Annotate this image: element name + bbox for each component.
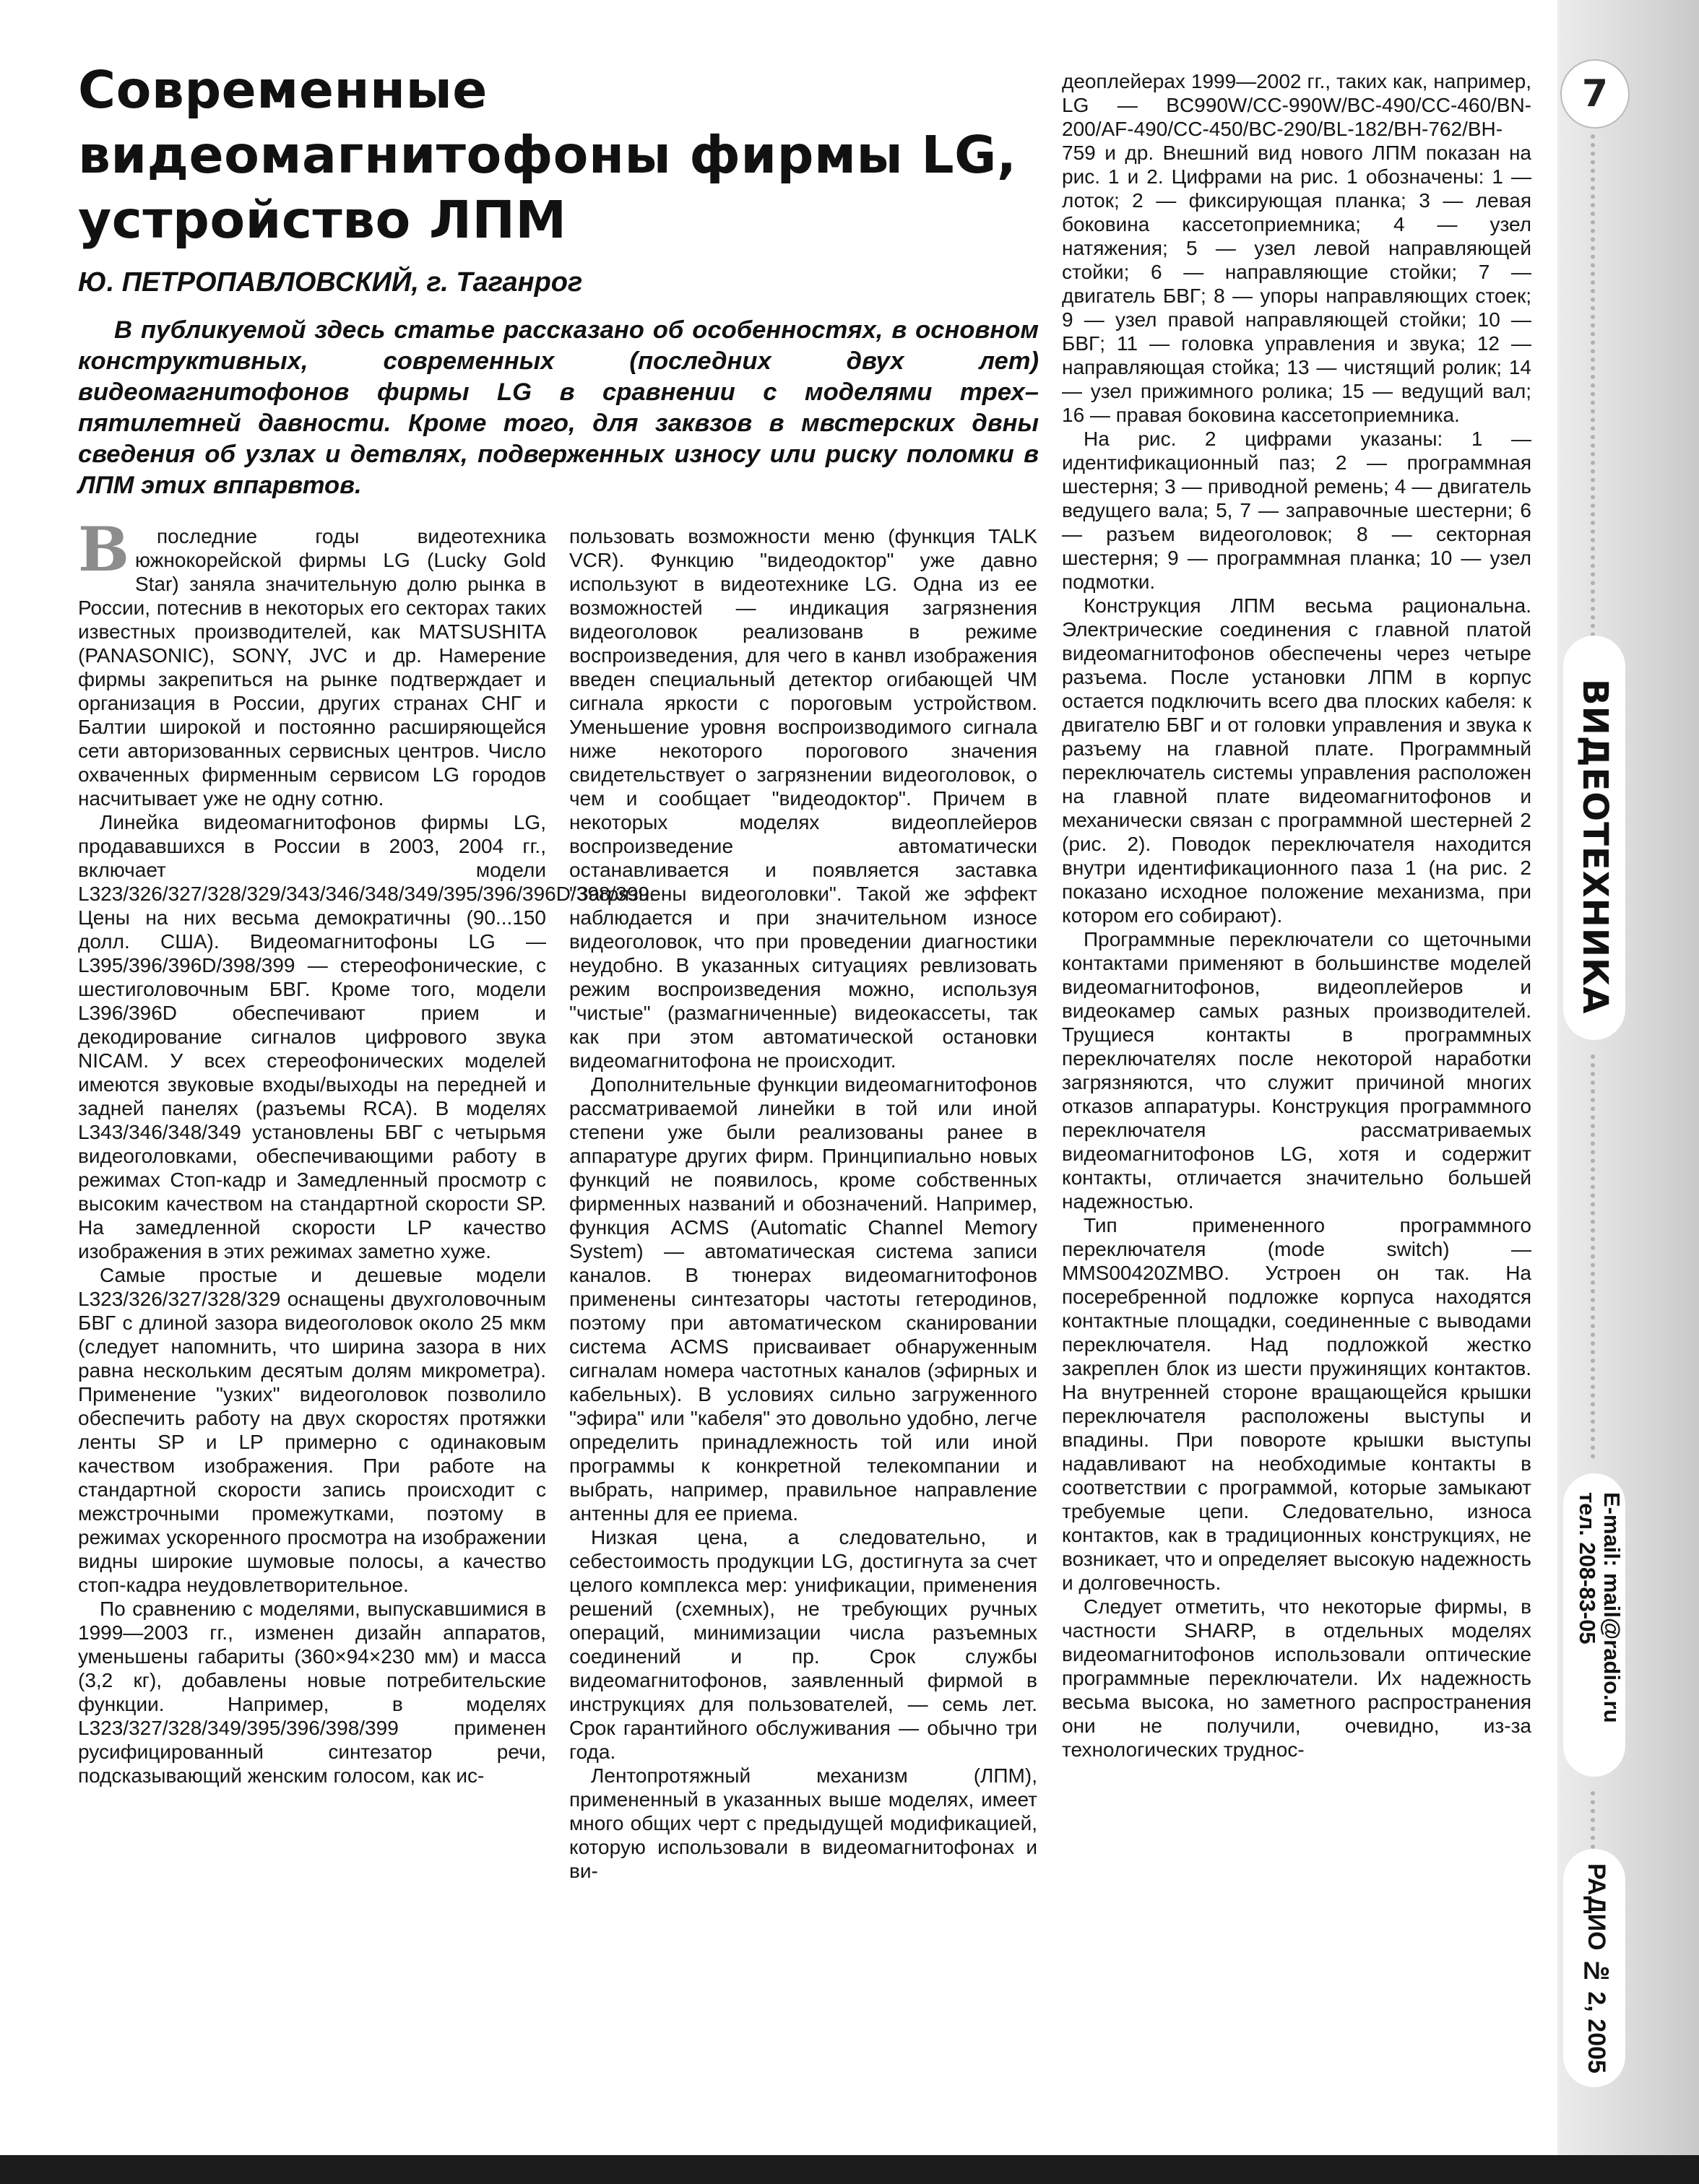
- body-paragraph: Линейка видеомагнитофонов фирмы LG, продававшихся в России в 2003, 2004 гг., включает модели L323/326/327/328/329/343/346/348/349/395/396/396D/398/399. Цены на них весьма демократичны (90...150 долл. США). Видеомагнитофоны LG — L395/396/396D/398/399 — стереофонические, с шестиголовочным БВГ. Кроме того, модели L396/396D обеспечивают прием и декодирование сигналов цифрового звука NICAM. У всех стереофонических моделей имеются звуковые входы/выходы на передней и задней панелях (разъемы RCA). В моделях L343/346/348/349 установлены БВГ с четырьмя видеоголовками, обеспечивающими работу в режимах Стоп-кадр и Замедленный просмотр с высоким качеством на стандартной скорости SP. На замедленной скорости LP качество изображения в этих режимах заметно хуже.: [78, 811, 655, 1262]
- text-column-2: [569, 524, 1037, 2099]
- body-paragraph: Дополнительные функции видеомагнитофонов рассматриваемой линейки в той или иной степени уже были реализованы ранее в аппаратуре других фирм. Принципиально новых функций не появилось, кроме собственных фирменных названий и обозначений. Например, функция ACMS (Automatic Channel Memory System) — автоматическая система записи каналов. В тюнерах видеомагнитофонов применены синтезаторы частоты гетеродинов, поэтому при автоматическом сканировании система ACMS присваивает обнаруженным сигналам номера частотных каналов (эфирных и кабельных). В условиях сильно загруженного "эфира" или "кабеля" это довольно удобно, легче определить принадлежность той или иной программы к конкретной телекомпании и выбрать, например, правильное направление антенны для ее приема.: [569, 1073, 1037, 1525]
- drop-cap: В: [78, 514, 129, 585]
- body-paragraph: По сравнению с моделями, выпускавшимися в 1999—2003 гг., изменен дизайн аппаратов, уменьшены габариты (360×94×230 мм) и масса (3,2 кг), добавлены новые потребительские функции. Например, в моделях L323/327/328/349/395/396/398/399 применен русифицированный синтезатор речи, подсказывающий женским голосом, как ис-: [78, 1598, 546, 1787]
- contact-email: E-mail: mail@radio.ru: [1599, 1492, 1625, 1723]
- body-paragraph: Конструкция ЛПМ весьма рациональна. Электрические соединения с главной платой видеомагнитофонов обеспечены через четыре разъема. После установки ЛПМ в корпус остается подключить всего два плоских кабеля: к двигателю БВГ и от головки управления и звука к разъему на главной плате. Программный переключатель системы управления расположен на главной плате видеомагнитофонов и механически связан с программной шестерней 2 (рис. 2). Поводок переключателя находится внутри идентификационного паза 1 (на рис. 2 показано исходное положение механизма, при котором его собирают).: [1062, 594, 1531, 927]
- article-author: Ю. ПЕТРОПАВЛОВСКИЙ, г. Таганрог: [78, 267, 583, 298]
- dotted-divider: [1591, 134, 1595, 654]
- text-column-1: [78, 514, 655, 2099]
- body-paragraph: Лентопротяжный механизм (ЛПМ), примененный в указанных выше моделях, имеет много общих черт с предыдущей модификацией, которую использовали в видеомагнитофонах и ви-: [569, 1764, 1037, 1882]
- title-line-1: Современные: [78, 60, 488, 120]
- body-paragraph: деоплейерах 1999—2002 гг., таких как, например, LG — BC990W/CC-990W/BC-490/CC-460/BN-200/AF-490/CC-450/BC-290/BL-182/BH-762/BH-759 и др. Внешний вид нового ЛПМ показан на рис. 1 и 2. Цифрами на рис. 1 обозначены: 1 — лоток; 2 — фиксирующая планка; 3 — левая боковина кассетоприемника; 4 — узел натяжения; 5 — узел левой направляющей стойки; 6 — направляющие стойки; 7 — двигатель БВГ; 8 — упоры направляющих стоек; 9 — узел правой направляющей стойки; 10 — БВГ; 11 — головка управления и звука; 12 — направляющая стойка; 13 — чистящий ролик; 14 — узел прижимного ролика; 15 — ведущий вал; 16 — правая боковина кассетоприемника.: [1062, 70, 1531, 426]
- body-paragraph: пользовать возможности меню (функция TALK VCR). Функцию "видеодоктор" уже давно используют в видеотехнике LG. Одна из ее возможностей — индикация загрязнения видеоголовок реализованв в режиме воспроизведения, для чего в канвл изображения введен специальный детектор огибающей ЧМ сигнала яркости с пороговым устройством. Уменьшение уровня воспроизводимого сигнала ниже некоторого порогового значения свидетельствует о загрязнении видеоголовок, о чем и сообщает "видеодоктор". Причем в некоторых моделях видеоплейеров воспроизведение автоматически останавливается и появляется заставка "Загрязнены видеоголовки". Такой же эффект наблюдается и при значительном износе видеоголовок, что при проведении диагностики неудобно. В указанных ситуациях ревлизовать режим воспроизведения можно, используя "чистые" (размагниченные) видеокассеты, так как при этом автоматической остановки видеомагнитофона не происходит.: [569, 525, 1037, 1072]
- body-paragraph: Следует отметить, что некоторые фирмы, в частности SHARP, в отдельных моделях видеомагнитофонов использовали оптические программные переключатели. Их надежность весьма высока, но заметного распространения они не получили, очевидно, из-за технологических труднос-: [1062, 1595, 1531, 1761]
- article-title: [78, 58, 1046, 253]
- page-number: 7: [1560, 59, 1630, 129]
- article-lead: В публикуемой здесь статье рассказано об особенностях, в основном конструктивных, современных (последних двух лет) видеомагнитофонов фирмы LG в сравнении с моделями трех–пятилетней давности. Кроме того, для заквзов в мвстерских двны сведения об узлах и детвлях, подверженных износу или риску поломки в ЛПМ этих вппарвтов.: [78, 316, 1039, 499]
- bottom-edge: [0, 2155, 1699, 2184]
- body-paragraph: [78, 514, 546, 810]
- contact-phone: тел. 208-83-05: [1575, 1492, 1600, 1644]
- dotted-divider: [1591, 1791, 1595, 1849]
- issue-label: РАДИО № 2, 2005: [1583, 1863, 1610, 2074]
- text-column-3: [1062, 69, 1531, 2099]
- contacts: [1575, 1492, 1624, 1723]
- paragraph-text: последние годы видеотехника южнокорейской фирмы LG (Lucky Gold Star) заняла значительную долю рынка в России, потеснив в некоторых его секторах таких известных производителей, как MATSUSHITA (PANASONIC), SONY, JVC и др. Намерение фирмы закрепиться на рынке подтверждает и организация в России, других странах СНГ и Балтии широкой и постоянно расширяющейся сети авторизованных сервисных центров. Число охваченных фирменным сервисом LG городов насчитывает уже не одну сотню.: [78, 525, 546, 810]
- title-line-3: устройство ЛПМ: [78, 190, 567, 250]
- dotted-divider: [1591, 1054, 1595, 1459]
- body-paragraph: На рис. 2 цифрами указаны: 1 — идентификационный паз; 2 — программная шестерня; 3 — приводной ремень; 4 — двигатель ведущего вала; 5, 7 — заправочные шестерни; 6 — разъем видеоголовок; 8 — секторная шестерня; 9 — программная планка; 10 — узел подмотки.: [1062, 428, 1531, 593]
- body-paragraph: Низкая цена, а следовательно, и себестоимость продукции LG, достигнута за счет целого комплекса мер: унификации, применения решений (схемных), не требующих ручных операций, минимизации числа разъемных соединений и пр. Срок службы видеомагнитофонов, заявленный фирмой в инструкциях для пользователей, — семь лет. Срок гарантийного обслуживания — обычно три года.: [569, 1526, 1037, 1763]
- body-paragraph: Тип примененного программного переключателя (mode switch) — MMS00420ZMBO. Устроен он так. На посеребренной подложке корпуса находятся контактные площадки, соединенные с выводами переключателя. Над подложкой жестко закреплен блок из шести пружинящих контактов. На внутренней стороне вращающейся крышки переключателя расположены выступы и впадины. При повороте крышки выступы надавливают на необходимые контакты в соответствии с программой, которые замыкают требуемые цепи. Следовательно, износа контактов, как в традиционных конструкциях, не возникает, что и определяет высокую надежность и долговечность.: [1062, 1214, 1531, 1594]
- section-title: ВИДЕОТЕХНИКА: [1575, 679, 1615, 1015]
- title-line-2: видеомагнитофоны фирмы LG,: [78, 125, 1017, 185]
- body-paragraph: Программные переключатели со щеточными контактами применяют в большинстве моделей видеомагнитофонов, видеоплейеров и видеокамер самых разных производителей. Трущиеся контакты в программных переключателях после некоторой наработки загрязняются, что служит причиной многих отказов аппаратуры. Конструкция программного переключателя рассматриваемых видеомагнитофонов LG, хотя и содержит контакты, отличается значительно большей надежностью.: [1062, 928, 1531, 1213]
- body-paragraph: Самые простые и дешевые модели L323/326/327/328/329 оснащены двухголовочным БВГ с длиной зазора видеоголовок около 25 мкм (следует напомнить, что ширина зазора в них равна нескольким десятым долям микрометра). Применение "узких" видеоголовок позволило обеспечить работу на двух скоростях протяжки ленты SP и LP примерно с одинаковым качеством изображения. При работе на стандартной скорости запись происходит с межстрочными промежутками, поэтому в режимах ускоренного просмотра на изображении видны широкие шумовые полосы, а качество стоп-кадра неудовлетворительное.: [78, 1264, 546, 1596]
